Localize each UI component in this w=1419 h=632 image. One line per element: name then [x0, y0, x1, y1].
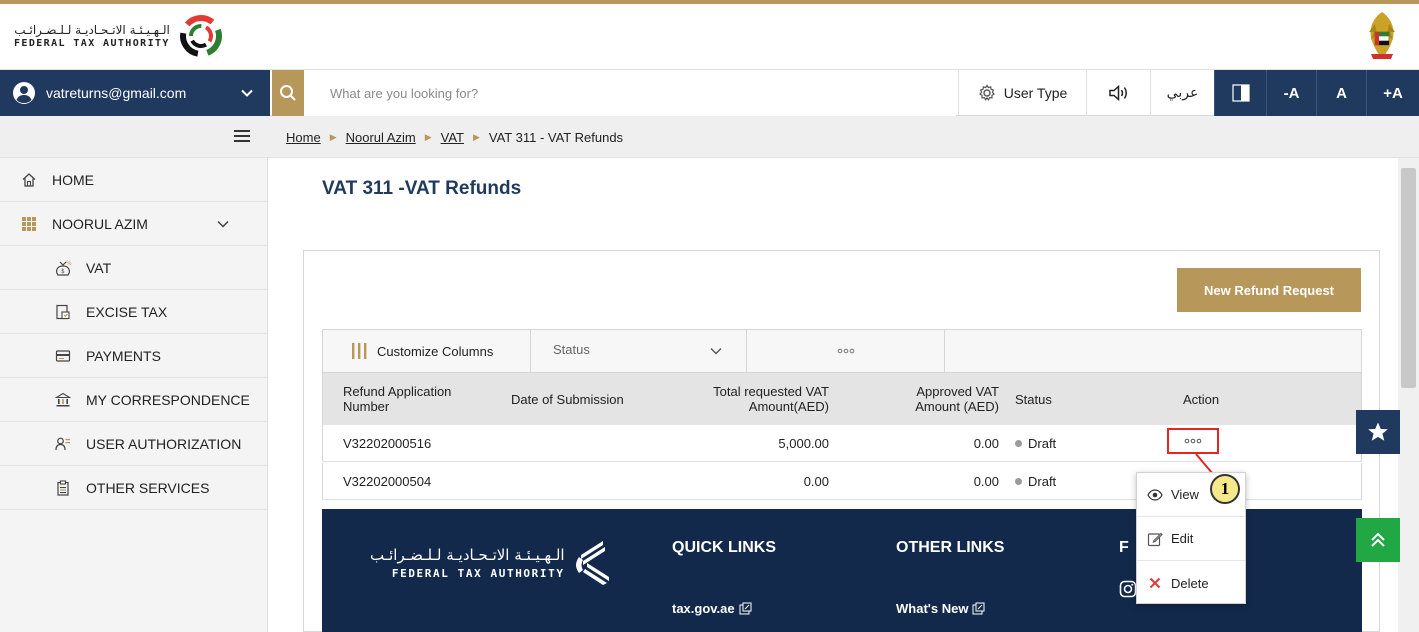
column-header-text: Approved VAT [916, 384, 999, 399]
footer-link-tax-gov[interactable] [672, 601, 752, 616]
breadcrumb-separator-icon: ▶ [472, 131, 480, 142]
sidebar [0, 158, 268, 632]
status-dot-icon [1015, 478, 1022, 485]
scroll-to-top-button[interactable] [1356, 518, 1400, 562]
card-icon [54, 347, 72, 365]
contrast-icon [1232, 84, 1250, 102]
sidebar-item-vat[interactable] [0, 246, 268, 290]
toolbar-more-button[interactable] [747, 330, 945, 372]
status-text: Draft [1028, 436, 1057, 451]
status-badge [1015, 474, 1056, 489]
close-icon [1147, 575, 1163, 591]
column-header-date[interactable]: Date of Submission [511, 392, 624, 407]
external-link-icon [739, 602, 752, 615]
sidebar-item-payments[interactable] [0, 334, 268, 378]
breadcrumb-current: VAT 311 - VAT Refunds [488, 129, 624, 145]
speaker-icon [1108, 84, 1130, 102]
fta-logo-arabic: الـهـيـئـة الاتـحـاديـة لـلـضـرائـب [14, 23, 170, 37]
contrast-toggle-button[interactable] [1214, 70, 1266, 116]
annotation-callout-badge: 1 [1210, 474, 1240, 504]
chevron-down-icon [216, 217, 230, 231]
approved-amount-cell: 0.00 [973, 474, 999, 489]
fta-logo-mark-icon [176, 11, 226, 61]
table-row[interactable] [322, 425, 1362, 462]
footer-logo-text [370, 546, 565, 580]
footer-link-whats-new[interactable] [896, 601, 985, 616]
column-header-text: Refund Application [343, 384, 452, 399]
hamburger-menu-icon[interactable] [232, 126, 254, 146]
main-navbar [0, 70, 1419, 116]
refund-number-cell: V32202000516 [343, 436, 432, 451]
column-header-status[interactable]: Status [1015, 392, 1052, 407]
footer-other-links-title: OTHER LINKS [896, 539, 1005, 556]
sidebar-item-label: EXCISE TAX [86, 303, 168, 320]
breadcrumb-bar [0, 116, 1419, 158]
user-list-icon [54, 435, 72, 453]
breadcrumb-separator-icon: ▶ [424, 131, 432, 142]
breadcrumb-separator-icon: ▶ [329, 131, 337, 142]
requested-amount-cell: 5,000.00 [778, 436, 829, 451]
menu-item-delete[interactable] [1137, 561, 1245, 605]
page-scrollbar-thumb[interactable] [1401, 168, 1416, 388]
sidebar-item-label: OTHER SERVICES [86, 479, 210, 496]
double-chevron-up-icon [1369, 531, 1387, 549]
column-header-action: Action [1183, 392, 1220, 407]
refund-number-cell: V32202000504 [343, 474, 432, 489]
status-dot-icon [1015, 440, 1022, 447]
font-decrease-button[interactable]: -A [1266, 70, 1316, 116]
sidebar-item-label: NOORUL AZIM [52, 215, 148, 232]
document-icon [54, 303, 72, 321]
column-header-approved-amount[interactable] [883, 384, 999, 414]
approved-amount-cell: 0.00 [973, 436, 999, 451]
sidebar-item-home[interactable] [0, 158, 268, 202]
column-header-text: Amount(AED) [748, 399, 829, 414]
external-link-icon [972, 602, 985, 615]
table-toolbar [322, 329, 1362, 373]
search-button[interactable] [272, 70, 304, 116]
grid-icon [20, 215, 38, 233]
text-to-speech-button[interactable] [1086, 70, 1150, 116]
column-header-text: Amount (AED) [915, 399, 999, 414]
search-icon [279, 84, 297, 102]
status-filter-value: Status [553, 342, 590, 357]
new-refund-request-button[interactable]: New Refund Request [1177, 268, 1361, 312]
svg-text:$: $ [61, 267, 65, 275]
footer-logo-english: FEDERAL TAX AUTHORITY [391, 567, 565, 580]
sidebar-item-label: HOME [52, 171, 94, 188]
breadcrumb-vat[interactable]: VAT [440, 129, 464, 145]
footer-quick-links-title: QUICK LINKS [672, 539, 776, 556]
star-icon [1367, 421, 1389, 443]
sidebar-item-label: PAYMENTS [86, 347, 161, 364]
column-header-requested-amount[interactable] [693, 384, 829, 414]
chevron-down-icon [709, 344, 723, 358]
footer-logo[interactable] [370, 537, 617, 589]
column-header-text: Total requested VAT [713, 384, 829, 399]
eye-icon [1147, 487, 1163, 503]
user-type-label: User Type [1003, 85, 1068, 101]
font-increase-button[interactable]: +A [1366, 70, 1419, 116]
sidebar-item-label: MY CORRESPONDENCE [86, 391, 250, 408]
user-type-selector[interactable] [958, 70, 1086, 116]
uae-emblem-icon [1365, 10, 1399, 62]
sidebar-item-label: VAT [86, 259, 112, 276]
money-bag-icon [54, 259, 72, 277]
language-switch-button[interactable]: عربي [1150, 70, 1214, 116]
columns-icon [349, 342, 369, 360]
menu-item-edit[interactable] [1137, 517, 1245, 561]
footer-link-text: tax.gov.ae [672, 601, 735, 616]
footer-link-text: What's New [896, 601, 969, 616]
favorites-button[interactable] [1356, 410, 1400, 454]
fta-logo-text [14, 23, 170, 49]
search-input[interactable] [304, 70, 956, 116]
column-header-text: Number [343, 399, 390, 414]
status-badge [1015, 436, 1056, 451]
fta-logo-mark-icon [573, 537, 617, 589]
breadcrumb [286, 116, 623, 158]
sidebar-item-label: USER AUTHORIZATION [86, 435, 242, 452]
footer-follow-title: F [1119, 539, 1129, 556]
breadcrumb-home[interactable]: Home [286, 129, 321, 145]
table-header [322, 373, 1362, 425]
sidebar-item-taxpayer[interactable] [0, 202, 268, 246]
clipboard-icon [54, 479, 72, 497]
instagram-icon[interactable] [1119, 580, 1137, 598]
svg-text:%: % [66, 259, 72, 267]
sidebar-item-correspondence[interactable] [0, 378, 268, 422]
status-text: Draft [1028, 474, 1057, 489]
user-email: vatreturns@gmail.com [46, 85, 187, 101]
sidebar-item-excise-tax[interactable] [0, 290, 268, 334]
font-normal-button[interactable]: A [1316, 70, 1366, 116]
customize-columns-label: Customize Columns [377, 343, 494, 359]
fta-logo[interactable] [14, 10, 226, 62]
more-options-icon [1183, 438, 1203, 444]
menu-item-label: Edit [1171, 531, 1194, 546]
requested-amount-cell: 0.00 [803, 474, 829, 489]
footer-logo-arabic: الـهـيـئـة الاتـحـاديـة لـلـضـرائـب [370, 546, 565, 564]
page-title: VAT 311 -VAT Refunds [322, 178, 522, 199]
sidebar-item-other-services[interactable] [0, 466, 268, 510]
user-avatar-icon [12, 81, 36, 105]
edit-icon [1147, 531, 1163, 547]
site-header [0, 4, 1419, 70]
fta-logo-english: FEDERAL TAX AUTHORITY [14, 38, 170, 49]
home-icon [20, 171, 38, 189]
column-header-refund-number[interactable] [343, 384, 451, 414]
menu-item-label: Delete [1171, 575, 1209, 591]
sidebar-item-user-authorization[interactable] [0, 422, 268, 466]
chevron-down-icon [240, 86, 254, 100]
breadcrumb-taxpayer[interactable]: Noorul Azim [345, 129, 416, 145]
more-options-icon [836, 348, 856, 354]
gear-icon [978, 84, 996, 102]
user-account-menu[interactable] [0, 70, 270, 116]
customize-columns-button[interactable] [323, 330, 531, 372]
bank-icon [54, 391, 72, 409]
row-actions-button[interactable] [1167, 428, 1219, 454]
menu-item-label: View [1171, 487, 1199, 502]
